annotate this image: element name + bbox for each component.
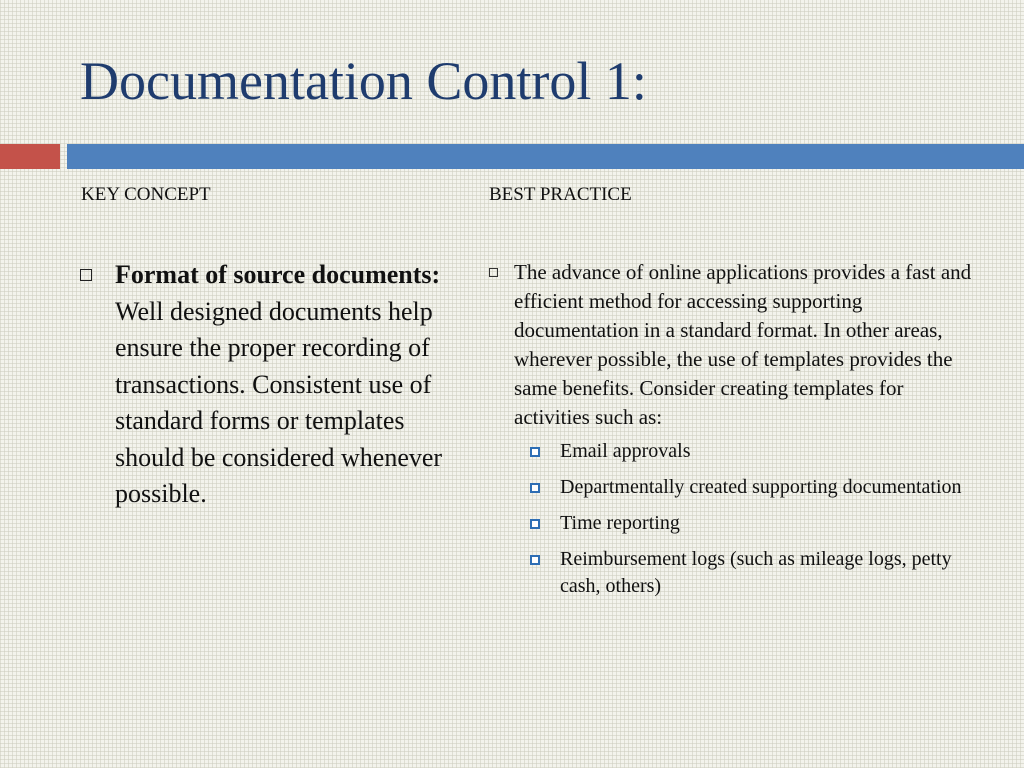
slide-title: Documentation Control 1: [80, 51, 647, 111]
blue-square-bullet-icon [530, 483, 540, 493]
accent-bar-blue [67, 144, 1024, 169]
list-item [530, 546, 984, 600]
best-practice-bullet [489, 258, 984, 432]
best-practice-column [489, 258, 984, 609]
best-practice-text: The advance of online applications provides a fast and efficient method for accessing supporting documentation in a standard format. In other areas, wherever possible, the use of templates provides the same benefits. Consider creating templates for activities such as: [514, 260, 972, 429]
list-item-text: Departmentally created supporting documentation [560, 476, 962, 498]
list-item-text: Time reporting [560, 512, 680, 534]
blue-square-bullet-icon [530, 519, 540, 529]
square-bullet-icon [489, 268, 498, 277]
accent-bar-red [0, 144, 60, 169]
list-item-text: Reimbursement logs (such as mileage logs, petty cash, others) [560, 548, 952, 597]
key-concept-column [80, 257, 460, 513]
key-concept-text [115, 257, 460, 513]
template-activities-list [530, 438, 984, 600]
key-concept-heading: KEY CONCEPT [81, 184, 211, 205]
key-concept-body: Well designed documents help ensure the proper recording of transactions. Consistent use of standard forms or templates should be considered whenever possible. [115, 296, 443, 508]
list-item [530, 510, 984, 537]
list-item [530, 438, 984, 465]
key-concept-bullet [80, 257, 460, 513]
square-bullet-icon [80, 269, 92, 281]
list-item-text: Email approvals [560, 440, 691, 462]
blue-square-bullet-icon [530, 447, 540, 457]
best-practice-heading: BEST PRACTICE [489, 184, 632, 205]
list-item [530, 474, 984, 501]
blue-square-bullet-icon [530, 555, 540, 565]
key-concept-bold-lead: Format of source documents: [115, 260, 441, 289]
